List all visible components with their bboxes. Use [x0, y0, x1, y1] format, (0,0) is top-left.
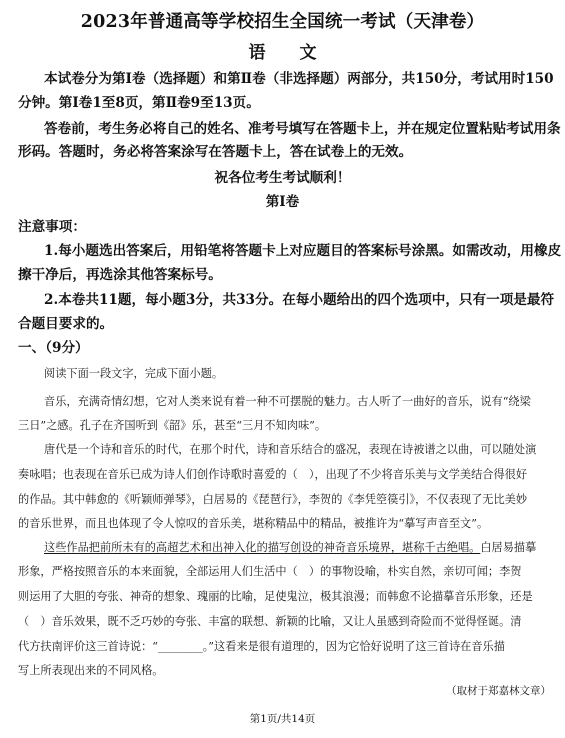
- passage-line: （ ）音乐效果，既不乏巧妙的夸张、丰富的联想、新颖的比喻，又让人虽感到奇险而不觉得怪诞。清: [18, 615, 522, 628]
- passage-fragment: 白居易描摹: [480, 541, 537, 554]
- source-note: （取材于郑嘉林文章）: [446, 685, 551, 697]
- intro-line-4: 形码。答题时，务必将答案涂写在答题卡上，答在试卷上的无效。: [18, 144, 413, 160]
- reading-instruction: 阅读下面一段文字，完成下面小题。: [44, 367, 224, 380]
- passage-line: 奏咏唱；也表现在音乐已成为诗人们创作诗歌时喜爱的（ ），出现了不少将音乐美与文学美结合得很好: [18, 468, 528, 481]
- passage-line: 唐代是一个诗和音乐的时代，在那个时代，诗和音乐结合的盛况，表现在诗被谱之以曲，可以随处演: [44, 443, 537, 456]
- note-2-line-1: 2.本卷共11题，每小题3分，共33分。在每小题给出的四个选项中，只有一项是最符: [44, 292, 555, 308]
- page-title: 2023年普通高等学校招生全国统一考试（天津卷）: [80, 12, 485, 32]
- passage-line: 代方扶南评价这三首诗说：“________。”这看来是很有道理的，因为它恰好说明了这三首诗在音乐描: [18, 640, 505, 653]
- passage-line: 写上所表现出来的不同风格。: [18, 664, 164, 677]
- passage-line: [44, 540, 536, 555]
- passage-line: 形象，严格按照音乐的本来面貌，全部运用人们生活中（ ）的事物设喻，朴实自然，亲切可闻；李贺: [18, 565, 522, 578]
- underlined-sentence: 这些作品把前所未有的高超艺术和出神入化的描写创设的神奇音乐境界，堪称千古绝唱。: [44, 541, 481, 554]
- intro-line-3: 答卷前，考生务必将自己的姓名、准考号填写在答题卡上，并在规定位置粘贴考试用条: [44, 121, 561, 137]
- notes-heading: 注意事项：: [18, 219, 86, 235]
- note-2-line-2: 合题目要求的。: [18, 316, 114, 332]
- passage-line: 的作品。其中韩愈的《听颖师弹琴》，白居易的《琵琶行》，李贺的《李凭箜篌引》，不仅表现了无比美妙: [18, 493, 528, 506]
- section-heading: 一、（9分）: [18, 340, 89, 356]
- part-one-heading: 第Ⅰ卷: [265, 194, 300, 210]
- good-luck-line: 祝各位考生考试顺利！: [214, 170, 351, 186]
- subject-title: 语 文: [248, 43, 331, 63]
- intro-line-1: 本试卷分为第Ⅰ卷（选择题）和第Ⅱ卷（非选择题）两部分，共150分，考试用时150: [44, 71, 554, 87]
- passage-line: 的音乐世界，而且也体现了令人惊叹的音乐美，堪称精品中的精品，被推许为“摹写声音至文”。: [18, 517, 489, 530]
- note-1-line-2: 擦干净后，再选涂其他答案标号。: [18, 267, 222, 283]
- passage-line: 三日”之感。孔子在齐国听到《韶》乐，甚至“三月不知肉味”。: [18, 419, 327, 432]
- passage-line: 音乐，充满奇情幻想，它对人类来说有着一种不可摆脱的魅力。古人听了一曲好的音乐，说有“绕梁: [44, 395, 531, 408]
- page-number: 第1页/共14页: [249, 713, 316, 725]
- passage-line: 则运用了大胆的夸张、神奇的想象、瑰丽的比喻，足使鬼泣，极其浪漫；而韩愈不论描摹音乐形象，还是: [18, 590, 533, 603]
- intro-line-2: 分钟。第Ⅰ卷1至8页，第Ⅱ卷9至13页。: [18, 95, 260, 111]
- note-1-line-1: 1.每小题选出答案后，用铅笔将答题卡上对应题目的答案标号涂黑。如需改动，用橡皮: [44, 243, 562, 259]
